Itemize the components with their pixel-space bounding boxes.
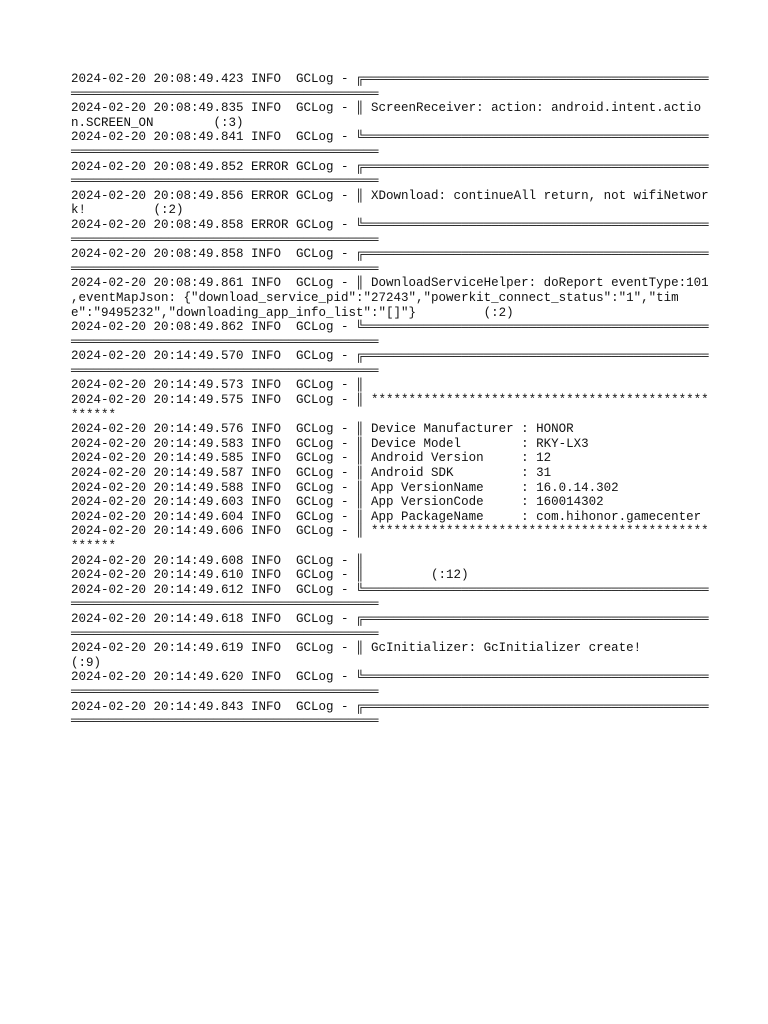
log-line: 2024-02-20 20:14:49.588 INFO GCLog - ║ App VersionName : 16.0.14.302 — [71, 480, 619, 495]
log-line: 2024-02-20 20:14:49.604 INFO GCLog - ║ App PackageName : com.hihonor.gamecenter — [71, 509, 702, 524]
log-line: 2024-02-20 20:14:49.618 INFO GCLog - ╔═══════════════════════════════════════════════════════════════════════════════════════ — [71, 611, 709, 641]
log-line: 2024-02-20 20:08:49.858 ERROR GCLog - ╚═══════════════════════════════════════════════════════════════════════════════════════ — [71, 217, 709, 247]
log-line: 2024-02-20 20:14:49.620 INFO GCLog - ╚═══════════════════════════════════════════════════════════════════════════════════════ — [71, 670, 709, 699]
log-line: 2024-02-20 20:08:49.841 INFO GCLog - ╚═══════════════════════════════════════════════════════════════════════════════════════ — [71, 130, 709, 159]
log-line: 2024-02-20 20:14:49.573 INFO GCLog - ║ — [71, 378, 364, 393]
log-document — [71, 72, 717, 729]
log-line: 2024-02-20 20:08:49.862 INFO GCLog - ╚═══════════════════════════════════════════════════════════════════════════════════════ — [71, 320, 709, 349]
log-line: 2024-02-20 20:14:49.587 INFO GCLog - ║ Android SDK : 31 — [71, 466, 552, 481]
log-line: 2024-02-20 20:14:49.606 INFO GCLog - ║ *************************************************** — [71, 524, 709, 553]
log-line: 2024-02-20 20:08:49.856 ERROR GCLog - ║ XDownload: continueAll return, not wifiNetwork! (:2) — [71, 188, 709, 218]
log-line: 2024-02-20 20:14:49.610 INFO GCLog - ║ (:12) — [71, 568, 469, 583]
log-line: 2024-02-20 20:14:49.603 INFO GCLog - ║ App VersionCode : 160014302 — [71, 495, 604, 510]
log-line: 2024-02-20 20:14:49.585 INFO GCLog - ║ Android Version : 12 — [71, 451, 552, 466]
log-line: 2024-02-20 20:14:49.583 INFO GCLog - ║ Device Model : RKY-LX3 — [71, 436, 589, 451]
log-body — [71, 72, 717, 729]
log-line: 2024-02-20 20:08:49.852 ERROR GCLog - ╔═══════════════════════════════════════════════════════════════════════════════════════ — [71, 159, 709, 189]
log-line: 2024-02-20 20:14:49.843 INFO GCLog - ╔═══════════════════════════════════════════════════════════════════════════════════════ — [71, 699, 709, 729]
log-line: 2024-02-20 20:08:49.861 INFO GCLog - ║ DownloadServiceHelper: doReport eventType:101 ,eventMapJson: {"download_service_pid":"27243","powerkit_connect_status":"1","time":"9495232","downloading_app_info_list":"[]"} (:2) — [71, 276, 717, 320]
log-line: 2024-02-20 20:14:49.570 INFO GCLog - ╔═══════════════════════════════════════════════════════════════════════════════════════ — [71, 349, 709, 378]
log-line: 2024-02-20 20:14:49.619 INFO GCLog - ║ GcInitializer: GcInitializer create! (:9) — [71, 641, 709, 670]
log-line: 2024-02-20 20:08:49.858 INFO GCLog - ╔═══════════════════════════════════════════════════════════════════════════════════════ — [71, 247, 709, 276]
log-line: 2024-02-20 20:14:49.612 INFO GCLog - ╚═══════════════════════════════════════════════════════════════════════════════════════ — [71, 582, 709, 612]
log-line: 2024-02-20 20:08:49.423 INFO GCLog - ╔═══════════════════════════════════════════════════════════════════════════════════════ — [71, 72, 709, 101]
log-line: 2024-02-20 20:14:49.575 INFO GCLog - ║ *************************************************** — [71, 393, 709, 422]
log-line: 2024-02-20 20:08:49.835 INFO GCLog - ║ ScreenReceiver: action: android.intent.action.SCREEN_ON (:3) — [71, 101, 702, 130]
log-line: 2024-02-20 20:14:49.608 INFO GCLog - ║ — [71, 553, 364, 568]
log-line: 2024-02-20 20:14:49.576 INFO GCLog - ║ Device Manufacturer : HONOR — [71, 422, 574, 437]
